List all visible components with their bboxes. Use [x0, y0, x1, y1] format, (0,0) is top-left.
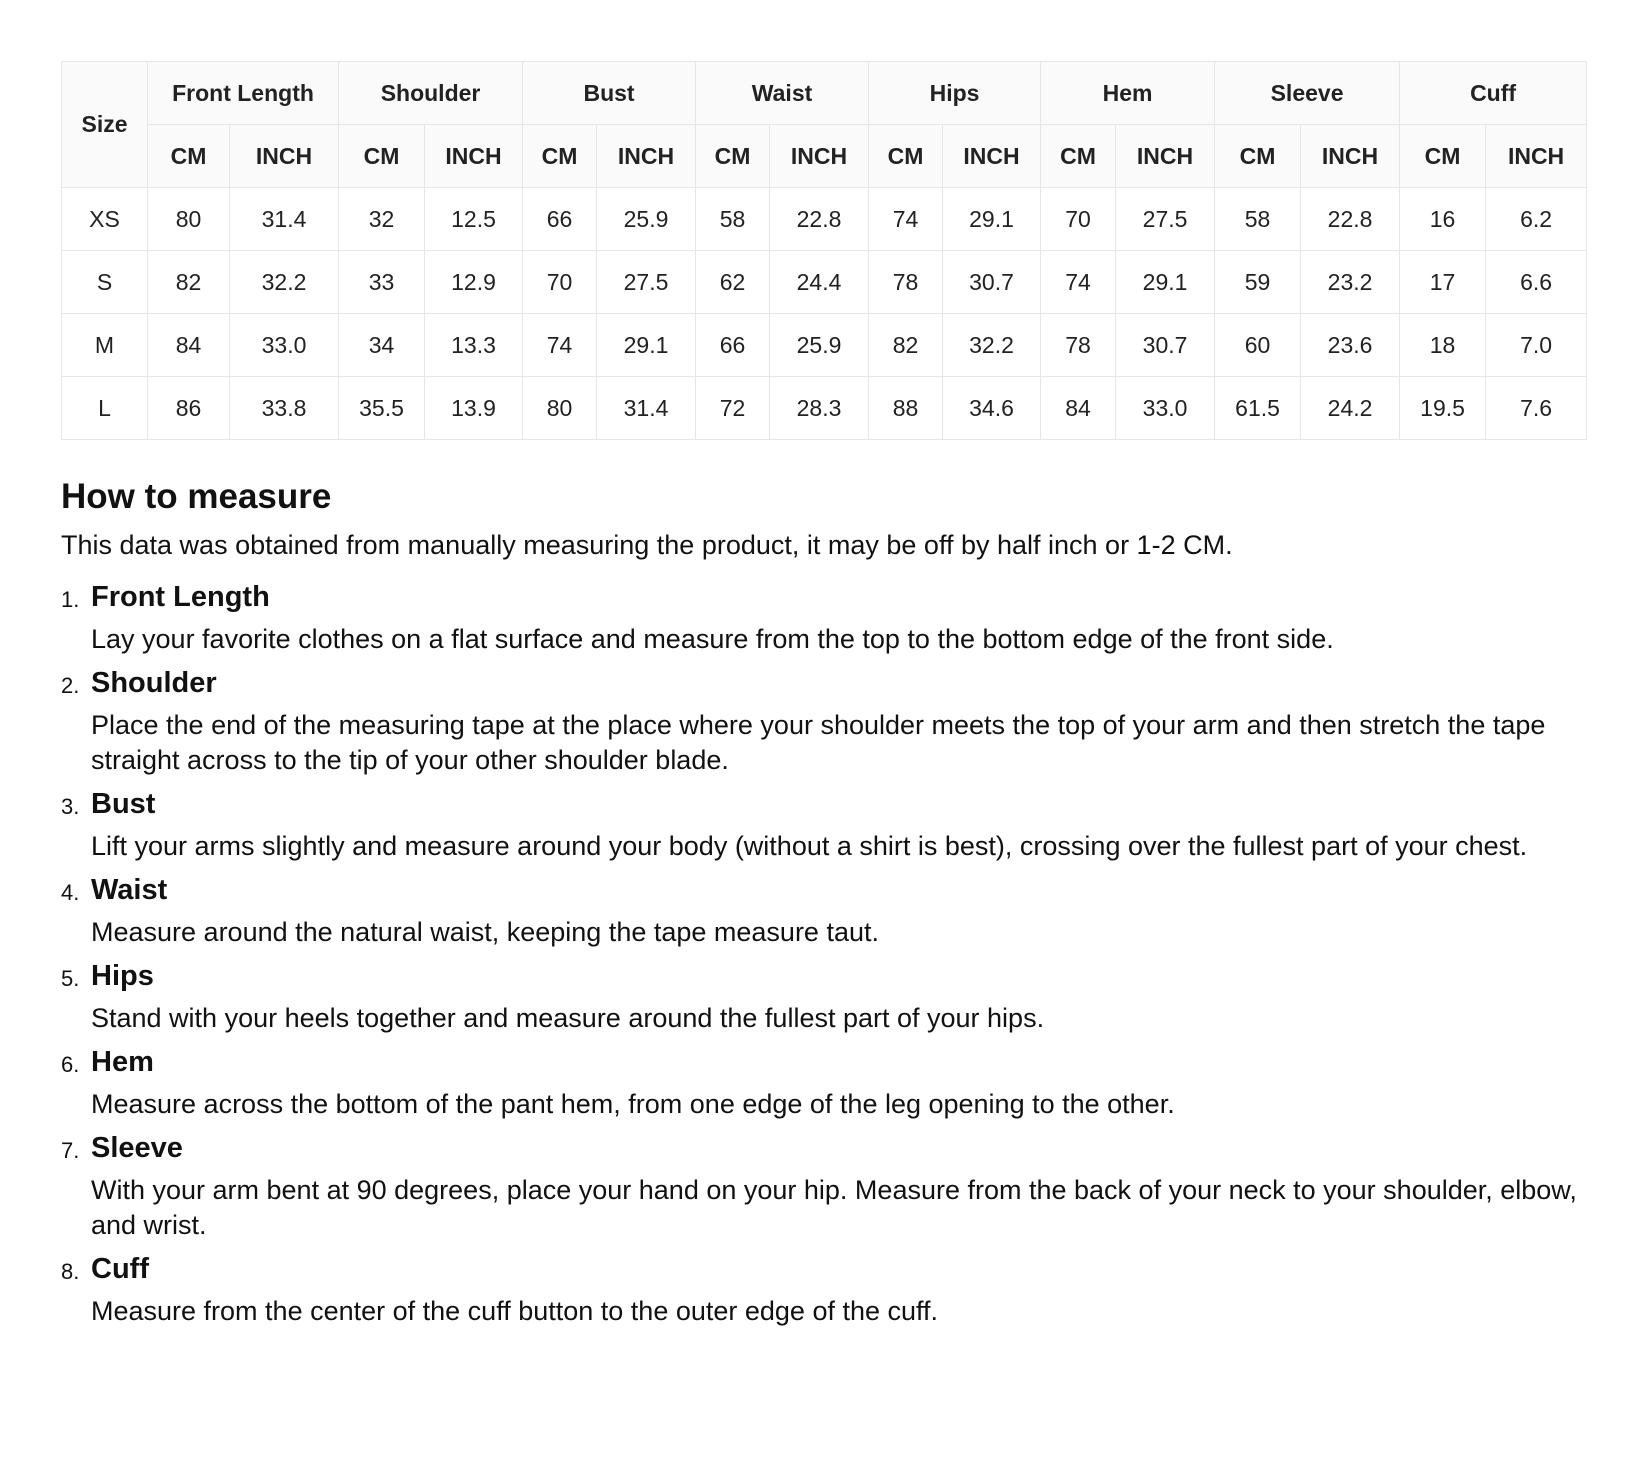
- how-to-measure-title: How to measure: [61, 477, 332, 516]
- measure-step: [61, 784, 1601, 864]
- measurement-cell: 6.2: [1486, 188, 1587, 251]
- measurement-cell: 35.5: [339, 377, 425, 440]
- unit-header-cm: CM: [339, 125, 425, 188]
- unit-header-cm: CM: [869, 125, 943, 188]
- step-description: Measure across the bottom of the pant hem, from one edge of the leg opening to the other.: [91, 1089, 1175, 1119]
- measurement-cell: 23.2: [1301, 251, 1400, 314]
- step-title: Sleeve: [91, 1132, 183, 1164]
- measurement-cell: 29.1: [943, 188, 1041, 251]
- group-header-cuff: Cuff: [1400, 62, 1587, 125]
- measurement-cell: 32: [339, 188, 425, 251]
- measurement-cell: 12.5: [425, 188, 523, 251]
- unit-header-inch: INCH: [1486, 125, 1587, 188]
- group-header-row: [62, 62, 1587, 125]
- step-number: 2.: [61, 673, 80, 698]
- step-title: Shoulder: [91, 667, 217, 699]
- measurement-cell: 70: [1041, 188, 1116, 251]
- group-header-shoulder: Shoulder: [339, 62, 523, 125]
- measurement-cell: 17: [1400, 251, 1486, 314]
- measurement-cell: 25.9: [770, 314, 869, 377]
- measurement-cell: 72: [696, 377, 770, 440]
- measurement-cell: 84: [148, 314, 230, 377]
- measurement-cell: 28.3: [770, 377, 869, 440]
- step-title: Bust: [91, 788, 156, 820]
- table-row: [62, 188, 1587, 251]
- measurement-cell: 16: [1400, 188, 1486, 251]
- measurement-cell: 31.4: [230, 188, 339, 251]
- measurement-cell: 78: [869, 251, 943, 314]
- unit-header-inch: INCH: [1301, 125, 1400, 188]
- measurement-cell: 24.4: [770, 251, 869, 314]
- measurement-cell: 80: [523, 377, 597, 440]
- unit-header-cm: CM: [1400, 125, 1486, 188]
- measurement-cell: 88: [869, 377, 943, 440]
- step-description: Place the end of the measuring tape at the place where your shoulder meets the top of your arm and then stretch the tape straight across to the tip of your other shoulder blade.: [91, 710, 1546, 775]
- group-header-waist: Waist: [696, 62, 869, 125]
- measurement-cell: 66: [696, 314, 770, 377]
- measurement-cell: 23.6: [1301, 314, 1400, 377]
- step-description: Measure around the natural waist, keeping the tape measure taut.: [91, 917, 879, 947]
- measurement-cell: 24.2: [1301, 377, 1400, 440]
- measurement-cell: 13.9: [425, 377, 523, 440]
- unit-header-inch: INCH: [425, 125, 523, 188]
- step-description: Lay your favorite clothes on a flat surface and measure from the top to the bottom edge of the front side.: [91, 624, 1334, 654]
- measurement-cell: 12.9: [425, 251, 523, 314]
- unit-header-inch: INCH: [597, 125, 696, 188]
- measurement-cell: 74: [869, 188, 943, 251]
- measurement-cell: 78: [1041, 314, 1116, 377]
- measurement-cell: 22.8: [1301, 188, 1400, 251]
- group-header-front-length: Front Length: [148, 62, 339, 125]
- measurement-cell: 34.6: [943, 377, 1041, 440]
- measure-step: [61, 1249, 1601, 1329]
- step-description: Measure from the center of the cuff button to the outer edge of the cuff.: [91, 1296, 939, 1326]
- measurement-cell: 27.5: [597, 251, 696, 314]
- step-number: 6.: [61, 1052, 80, 1077]
- step-number: 7.: [61, 1138, 80, 1163]
- measure-step: [61, 1128, 1601, 1243]
- measure-step: [61, 577, 1601, 657]
- step-description: With your arm bent at 90 degrees, place your hand on your hip. Measure from the back of your neck to your shoulder, elbow, and wrist.: [91, 1175, 1577, 1240]
- size-cell: L: [62, 377, 148, 440]
- step-number: 1.: [61, 587, 80, 612]
- unit-header-cm: CM: [148, 125, 230, 188]
- measurement-cell: 86: [148, 377, 230, 440]
- measurement-cell: 6.6: [1486, 251, 1587, 314]
- step-title: Front Length: [91, 581, 270, 613]
- step-title: Waist: [91, 874, 168, 906]
- unit-header-cm: CM: [1215, 125, 1301, 188]
- measure-step: [61, 870, 1601, 950]
- table-body: [62, 188, 1587, 440]
- size-header: Size: [62, 62, 148, 188]
- measurement-cell: 61.5: [1215, 377, 1301, 440]
- size-chart-table: [61, 61, 1587, 440]
- measurement-cell: 84: [1041, 377, 1116, 440]
- unit-header-inch: INCH: [230, 125, 339, 188]
- measurement-cell: 22.8: [770, 188, 869, 251]
- step-number: 4.: [61, 880, 80, 905]
- table-row: [62, 377, 1587, 440]
- measurement-cell: 58: [1215, 188, 1301, 251]
- measurement-cell: 27.5: [1116, 188, 1215, 251]
- measurement-cell: 7.6: [1486, 377, 1587, 440]
- measurement-cell: 82: [148, 251, 230, 314]
- size-cell: S: [62, 251, 148, 314]
- intro-text: This data was obtained from manually measuring the product, it may be off by half inch or 1-2 CM.: [61, 530, 1233, 560]
- measurement-cell: 25.9: [597, 188, 696, 251]
- step-title: Hips: [91, 960, 154, 992]
- unit-header-row: [62, 125, 1587, 188]
- measurement-cell: 13.3: [425, 314, 523, 377]
- unit-header-cm: CM: [1041, 125, 1116, 188]
- measurement-cell: 74: [1041, 251, 1116, 314]
- measurement-cell: 29.1: [597, 314, 696, 377]
- measurement-cell: 70: [523, 251, 597, 314]
- unit-header-inch: INCH: [770, 125, 869, 188]
- measurement-cell: 30.7: [1116, 314, 1215, 377]
- unit-header-inch: INCH: [1116, 125, 1215, 188]
- step-number: 3.: [61, 794, 80, 819]
- measurement-cell: 33.0: [1116, 377, 1215, 440]
- measure-step: [61, 663, 1601, 778]
- measurement-cell: 74: [523, 314, 597, 377]
- table-row: [62, 314, 1587, 377]
- measurement-cell: 82: [869, 314, 943, 377]
- measurement-cell: 33: [339, 251, 425, 314]
- group-header-sleeve: Sleeve: [1215, 62, 1400, 125]
- group-header-hips: Hips: [869, 62, 1041, 125]
- measurement-cell: 34: [339, 314, 425, 377]
- group-header-bust: Bust: [523, 62, 696, 125]
- measurement-cell: 7.0: [1486, 314, 1587, 377]
- unit-header-inch: INCH: [943, 125, 1041, 188]
- measurement-cell: 32.2: [230, 251, 339, 314]
- measurement-cell: 30.7: [943, 251, 1041, 314]
- step-title: Hem: [91, 1046, 154, 1078]
- step-title: Cuff: [91, 1253, 149, 1285]
- size-cell: XS: [62, 188, 148, 251]
- measurement-cell: 58: [696, 188, 770, 251]
- size-cell: M: [62, 314, 148, 377]
- measurement-cell: 33.8: [230, 377, 339, 440]
- step-number: 5.: [61, 966, 80, 991]
- step-description: Lift your arms slightly and measure around your body (without a shirt is best), crossing over the fullest part of your chest.: [91, 831, 1528, 861]
- measure-steps-list: [61, 577, 1601, 1329]
- measurement-cell: 80: [148, 188, 230, 251]
- measurement-cell: 29.1: [1116, 251, 1215, 314]
- measurement-cell: 60: [1215, 314, 1301, 377]
- measure-step: [61, 956, 1601, 1036]
- group-header-hem: Hem: [1041, 62, 1215, 125]
- measurement-cell: 32.2: [943, 314, 1041, 377]
- measurement-cell: 66: [523, 188, 597, 251]
- measurement-cell: 62: [696, 251, 770, 314]
- measurement-cell: 19.5: [1400, 377, 1486, 440]
- step-number: 8.: [61, 1259, 80, 1284]
- unit-header-cm: CM: [696, 125, 770, 188]
- unit-header-cm: CM: [523, 125, 597, 188]
- table-row: [62, 251, 1587, 314]
- step-description: Stand with your heels together and measure around the fullest part of your hips.: [91, 1003, 1045, 1033]
- measurement-cell: 33.0: [230, 314, 339, 377]
- measurement-cell: 31.4: [597, 377, 696, 440]
- measurement-cell: 59: [1215, 251, 1301, 314]
- measure-step: [61, 1042, 1601, 1122]
- measurement-cell: 18: [1400, 314, 1486, 377]
